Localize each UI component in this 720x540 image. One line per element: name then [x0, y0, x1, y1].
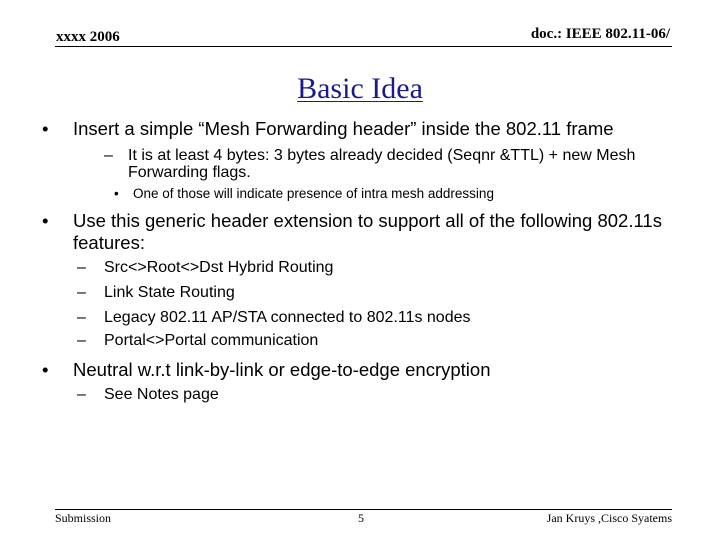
list-item-marker: –: [77, 309, 86, 326]
list-item-marker: –: [77, 332, 86, 349]
sub-bullet-text: It is at least 4 bytes: 3 bytes already decided (Seqnr &TTL) + new Mesh Forwarding flags.: [128, 147, 636, 181]
footer-rule: [55, 509, 672, 510]
list-item-marker: –: [77, 259, 86, 276]
sub-bullet-text: See Notes page: [104, 386, 219, 403]
bullet-text: Use this generic header extension to support all of the following 802.11s features:: [73, 210, 662, 253]
sub-sub-bullet-marker: •: [114, 186, 119, 201]
bullet-text: Neutral w.r.t link-by-link or edge-to-edge encryption: [73, 359, 491, 380]
header-rule: [55, 46, 672, 47]
sub-sub-bullet-text: One of those will indicate presence of intra mesh addressing: [133, 186, 494, 201]
list-item: Portal<>Portal communication: [104, 332, 319, 349]
header-doc-id: doc.: IEEE 802.11-06/: [530, 26, 670, 42]
footer-submission: Submission: [55, 511, 112, 525]
list-item: Link State Routing: [104, 284, 235, 301]
bullet-marker: •: [42, 210, 49, 231]
list-item: Legacy 802.11 AP/STA connected to 802.11s nodes: [104, 309, 471, 326]
bullet-marker: •: [42, 118, 49, 139]
footer-author: Jan Kruys ,Cisco Syatems: [546, 511, 672, 525]
list-item: Src<>Root<>Dst Hybrid Routing: [104, 259, 334, 276]
sub-bullet-marker: –: [77, 386, 86, 403]
list-item-marker: –: [77, 284, 86, 301]
page-number: 5: [358, 511, 364, 525]
slide-title: Basic Idea: [297, 72, 423, 105]
sub-bullet-marker: –: [104, 147, 113, 164]
header-date: xxxx 2006: [56, 29, 120, 45]
bullet-text: Insert a simple “Mesh Forwarding header” inside the 802.11 frame: [73, 118, 614, 139]
bullet-marker: •: [42, 359, 49, 380]
